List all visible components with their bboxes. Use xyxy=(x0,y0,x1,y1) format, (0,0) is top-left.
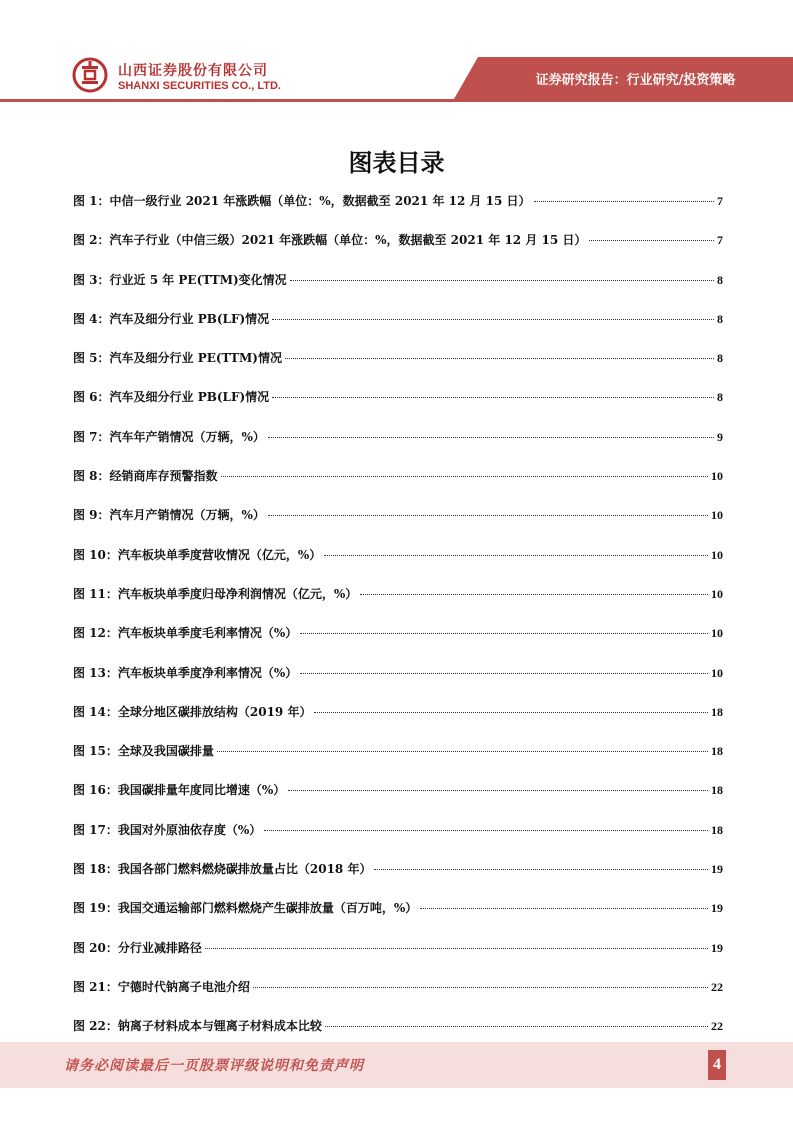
toc-entry-label: 图 13：汽车板块单季度净利率情况（%） xyxy=(73,665,298,680)
toc-leader-dots xyxy=(374,869,708,870)
toc-entry-label: 图 20：分行业减排路径 xyxy=(73,940,202,955)
toc-entry-page: 7 xyxy=(717,233,723,248)
toc-entry-label: 图 8：经销商库存预警指数 xyxy=(73,469,218,484)
page-title: 图表目录 xyxy=(348,149,445,177)
toc-leader-dots xyxy=(268,515,708,516)
toc-entry[interactable] xyxy=(73,231,723,270)
page-header xyxy=(0,0,793,110)
toc-entry-page: 10 xyxy=(711,665,723,680)
toc-entry-page: 10 xyxy=(711,626,723,641)
toc-entry-label: 图 3：行业近 5 年 PE(TTM)变化情况 xyxy=(73,272,287,287)
toc-entry-label: 图 10：汽车板块单季度营收情况（亿元，%） xyxy=(73,547,322,562)
toc-entry-page: 8 xyxy=(717,272,723,287)
toc-entry-label: 图 17：我国对外原油依存度（%） xyxy=(73,822,262,837)
toc-entry-label: 图 21：宁德时代钠离子电池介绍 xyxy=(73,979,250,994)
toc-entry[interactable] xyxy=(73,271,723,310)
toc-entry-page: 10 xyxy=(711,547,723,562)
toc-entry-page: 10 xyxy=(711,469,723,484)
toc-entry[interactable] xyxy=(73,624,723,663)
toc-leader-dots xyxy=(314,712,708,713)
toc-leader-dots xyxy=(589,240,714,241)
toc-entry-label: 图 6：汽车及细分行业 PB(LF)情况 xyxy=(73,390,270,405)
toc-entry[interactable] xyxy=(73,388,723,427)
toc-entry[interactable] xyxy=(73,664,723,703)
toc-entry-label: 图 16：我国碳排量年度同比增速（%） xyxy=(73,783,286,798)
toc-entry-page: 8 xyxy=(717,311,723,326)
toc-entry[interactable] xyxy=(73,860,723,899)
toc-entry-label: 图 2：汽车子行业（中信三级）2021 年涨跌幅（单位：%，数据截至 2021 年 12 月 15 日） xyxy=(73,233,587,248)
toc-leader-dots xyxy=(285,358,714,359)
toc-entry-page: 22 xyxy=(711,979,723,994)
toc-entry-label: 图 14：全球分地区碳排放结构（2019 年） xyxy=(73,704,312,719)
toc-entry-label: 图 19：我国交通运输部门燃料燃烧产生碳排放量（百万吨，%） xyxy=(73,901,418,916)
toc-leader-dots xyxy=(268,437,714,438)
toc-entry-page: 18 xyxy=(711,704,723,719)
toc-entry[interactable] xyxy=(73,467,723,506)
toc-entry[interactable] xyxy=(73,192,723,231)
page-footer xyxy=(0,1042,793,1088)
toc-entry-page: 22 xyxy=(711,1019,723,1034)
toc-entry-label: 图 12：汽车板块单季度毛利率情况（%） xyxy=(73,626,298,641)
toc-entry-page: 19 xyxy=(711,862,723,877)
toc-entry[interactable] xyxy=(73,821,723,860)
disclaimer-text: 请务必阅读最后一页股票评级说明和免责声明 xyxy=(64,1058,364,1074)
toc-leader-dots xyxy=(253,987,708,988)
toc-entry[interactable] xyxy=(73,546,723,585)
figure-toc-list xyxy=(73,192,723,1057)
company-name-cn: 山西证券股份有限公司 xyxy=(118,63,268,79)
toc-entry-label: 图 15：全球及我国碳排量 xyxy=(73,744,214,759)
toc-entry[interactable] xyxy=(73,310,723,349)
toc-entry-page: 18 xyxy=(711,783,723,798)
toc-entry-page: 8 xyxy=(717,351,723,366)
page-number: 4 xyxy=(708,1050,726,1080)
toc-leader-dots xyxy=(288,790,708,791)
toc-leader-dots xyxy=(217,751,708,752)
toc-leader-dots xyxy=(300,633,708,634)
toc-leader-dots xyxy=(272,397,714,398)
toc-entry-page: 10 xyxy=(711,508,723,523)
report-type-banner xyxy=(478,57,793,99)
toc-entry-page: 18 xyxy=(711,744,723,759)
report-type: 证券研究报告：行业研究/投资策略 xyxy=(535,73,736,88)
toc-entry-label: 图 4：汽车及细分行业 PB(LF)情况 xyxy=(73,311,270,326)
shanxi-securities-logo-icon xyxy=(72,57,108,93)
toc-entry-label: 图 22：钠离子材料成本与锂离子材料成本比较 xyxy=(73,1019,322,1034)
toc-entry[interactable] xyxy=(73,506,723,545)
toc-entry-label: 图 18：我国各部门燃料燃烧碳排放量占比（2018 年） xyxy=(73,862,372,877)
header-divider xyxy=(0,99,793,102)
toc-leader-dots xyxy=(264,830,708,831)
toc-entry-page: 9 xyxy=(717,429,723,444)
toc-entry[interactable] xyxy=(73,428,723,467)
toc-entry-page: 18 xyxy=(711,822,723,837)
toc-entry-label: 图 9：汽车月产销情况（万辆，%） xyxy=(73,508,265,523)
toc-entry-page: 7 xyxy=(717,194,723,208)
toc-entry[interactable] xyxy=(73,781,723,820)
toc-leader-dots xyxy=(221,476,708,477)
toc-leader-dots xyxy=(360,594,708,595)
toc-leader-dots xyxy=(420,908,708,909)
toc-entry-page: 19 xyxy=(711,940,723,955)
toc-entry[interactable] xyxy=(73,349,723,388)
toc-leader-dots xyxy=(290,280,714,281)
toc-leader-dots xyxy=(272,319,714,320)
toc-leader-dots xyxy=(324,555,708,556)
toc-leader-dots xyxy=(534,201,714,202)
toc-entry-page: 19 xyxy=(711,901,723,916)
toc-entry[interactable] xyxy=(73,939,723,978)
toc-leader-dots xyxy=(205,948,708,949)
toc-entry[interactable] xyxy=(73,978,723,1017)
toc-entry[interactable] xyxy=(73,703,723,742)
toc-entry-label: 图 11：汽车板块单季度归母净利润情况（亿元，%） xyxy=(73,586,358,601)
toc-entry-label: 图 5：汽车及细分行业 PE(TTM)情况 xyxy=(73,351,282,366)
toc-leader-dots xyxy=(300,673,708,674)
toc-entry-label: 图 7：汽车年产销情况（万辆，%） xyxy=(73,429,265,444)
toc-entry-label: 图 1：中信一级行业 2021 年涨跌幅（单位：%，数据截至 2021 年 12 月 15 日） xyxy=(73,194,531,208)
toc-entry-page: 10 xyxy=(711,586,723,601)
toc-leader-dots xyxy=(325,1026,708,1027)
toc-entry[interactable] xyxy=(73,585,723,624)
toc-entry[interactable] xyxy=(73,742,723,781)
toc-entry-page: 8 xyxy=(717,390,723,405)
company-name-en: SHANXI SECURITIES CO., LTD. xyxy=(118,80,281,92)
toc-entry[interactable] xyxy=(73,899,723,938)
